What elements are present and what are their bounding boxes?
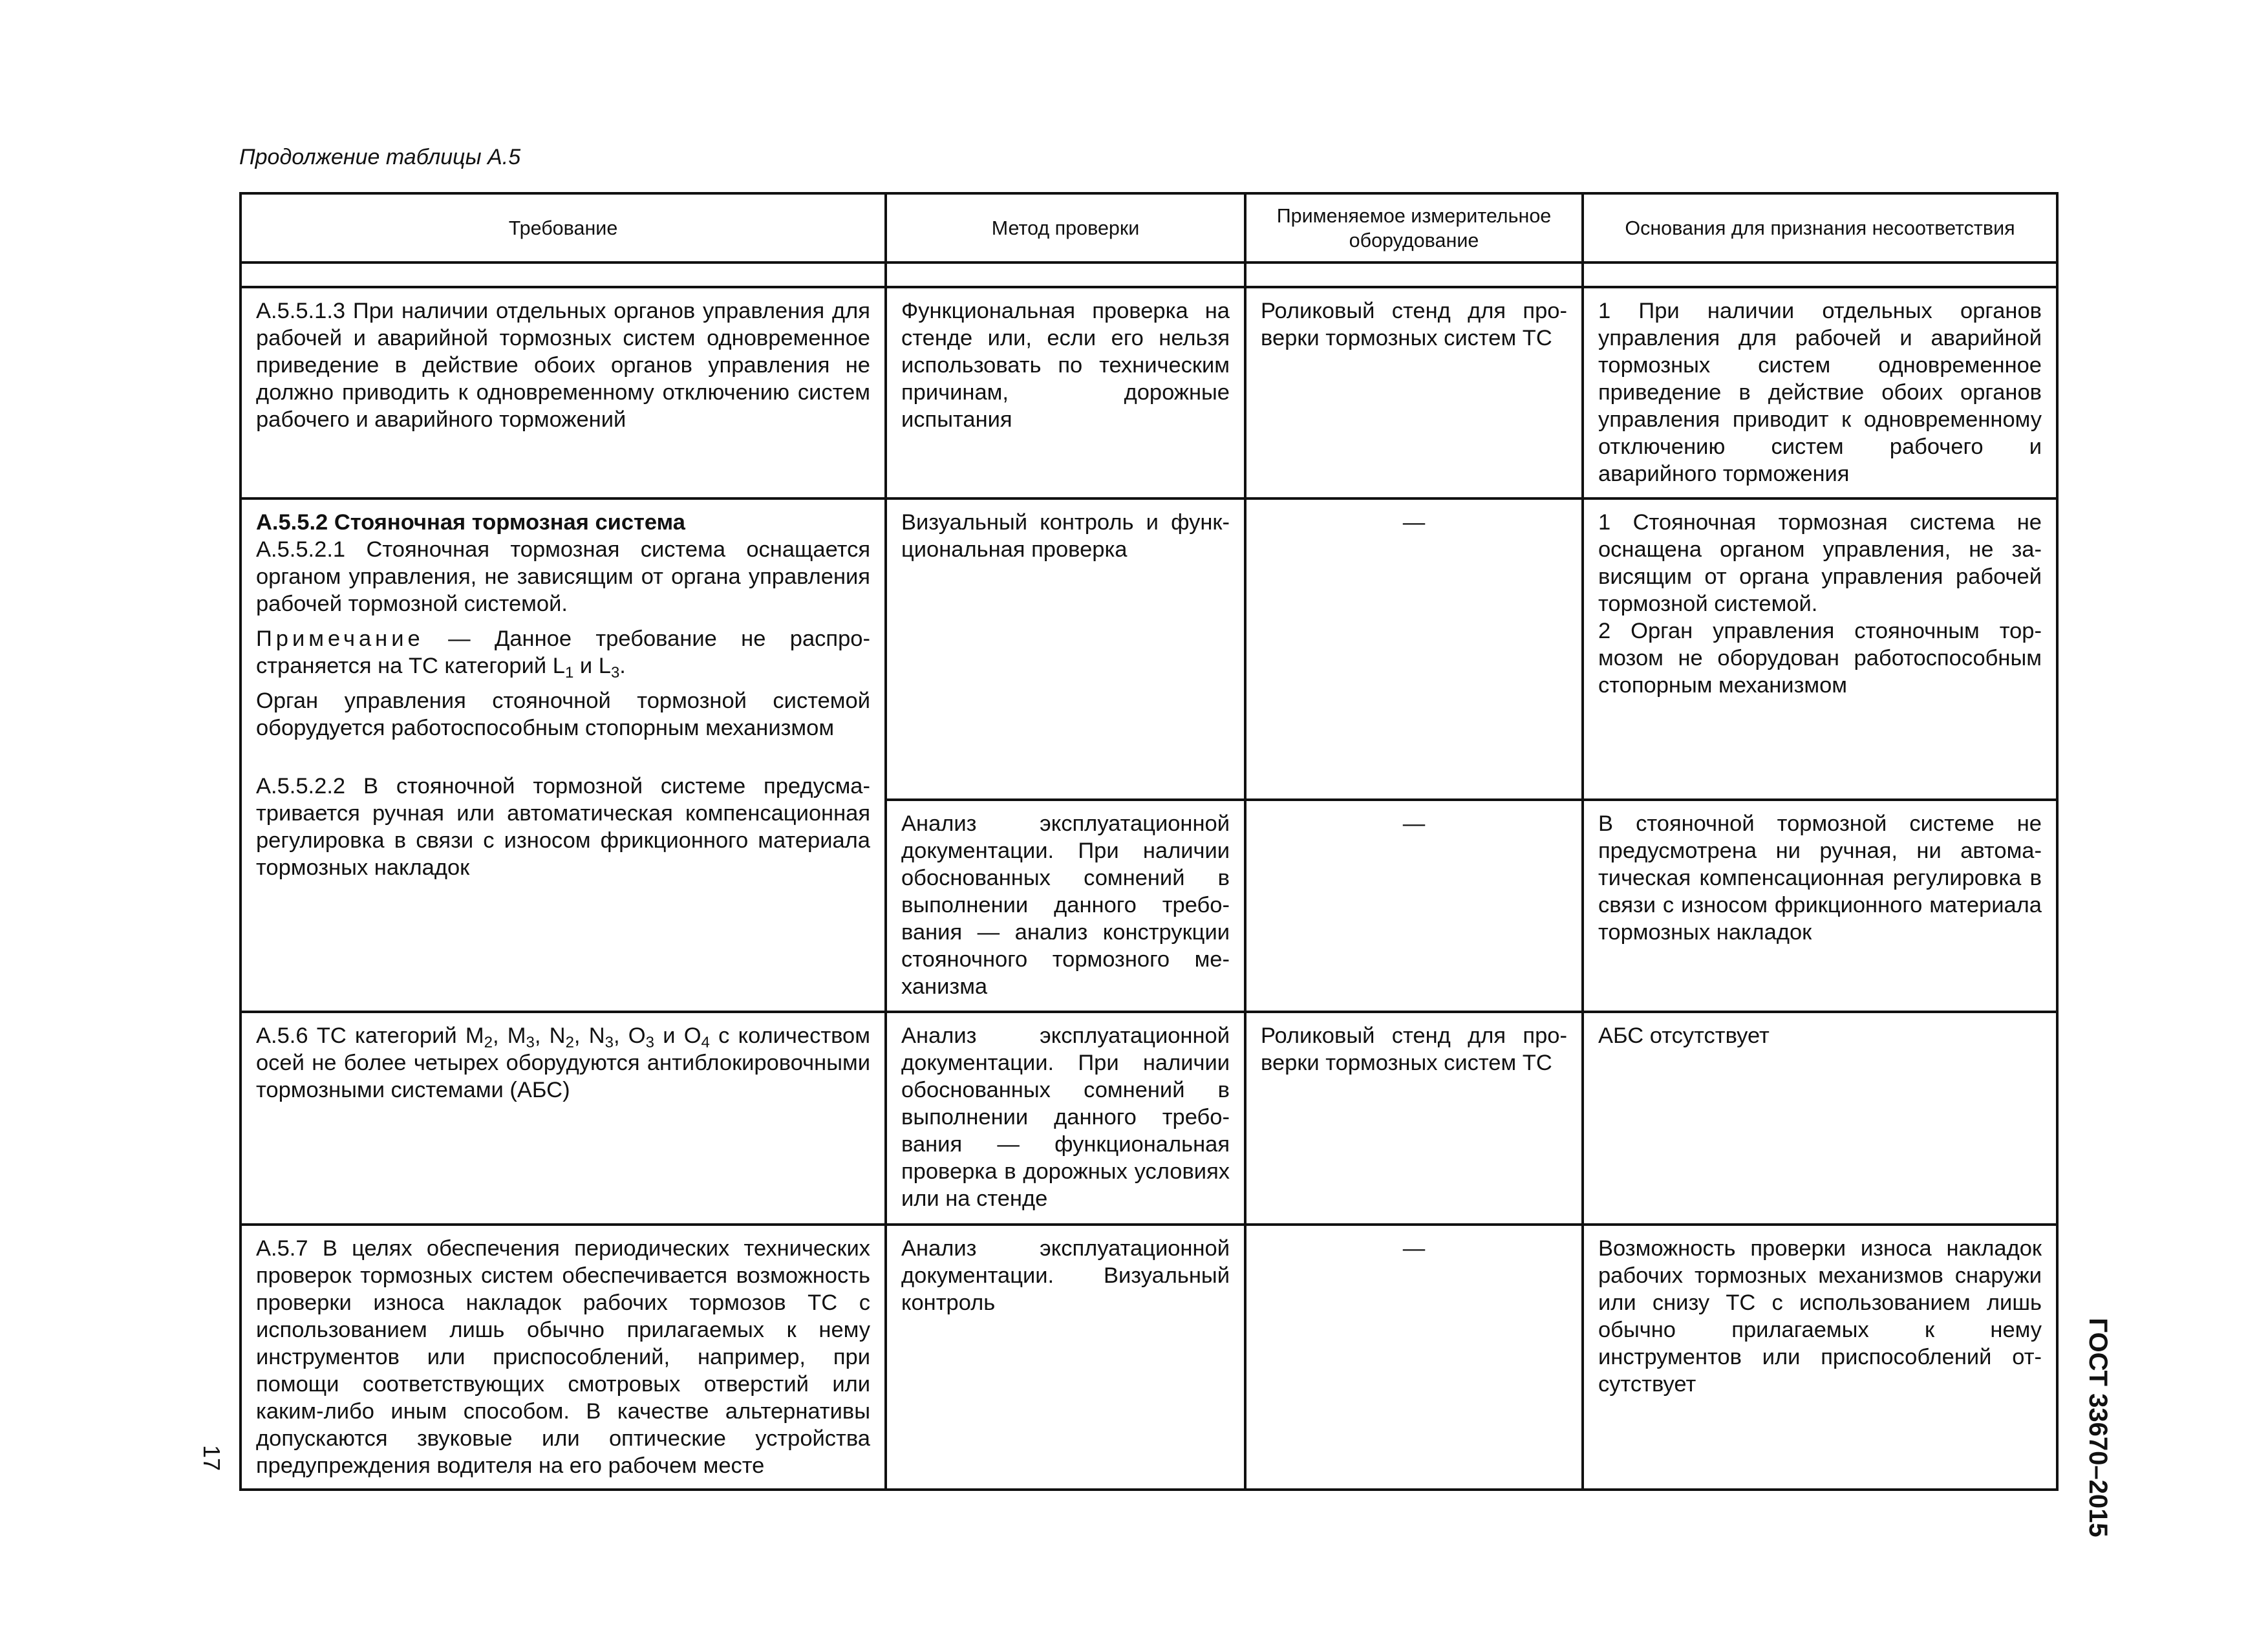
- nonconformity-cell: В стояночной тормозной системе не предусмотрена ни ручная, ни автоматическая компенсационная регулировка в связи с износом фрикционного материала тормозных накладок: [1583, 800, 2057, 1012]
- table-row: [241, 287, 2057, 498]
- method-cell: Функциональная проверка на стенде или, если его нельзя использовать по техническим причинам, дорожные испытания: [886, 287, 1245, 498]
- table-row: [241, 498, 2057, 800]
- header-method: Метод проверки: [886, 193, 1245, 262]
- page-number: 17: [198, 1444, 225, 1472]
- equipment-cell: —: [1245, 800, 1583, 1012]
- requirement-cell: [241, 498, 886, 1012]
- table-caption: Продолжение таблицы А.5: [239, 145, 521, 169]
- nonconformity-cell: АБС отсутствует: [1583, 1012, 2057, 1225]
- requirements-table: [239, 192, 2059, 1491]
- requirement-text: Орган управления стояночной тормозной системой оборудуется работоспособным стопорным механизмом: [256, 689, 870, 740]
- requirement-cell: А.5.5.1.3 При наличии отдельных органов управления для рабочей и аварийной тормозных систем одновременное приведение в действие обоих органов управления не должно приводить к одновременному отключению систем рабочего и аварийного торможений: [241, 287, 886, 498]
- header-equipment: Применяемое измерительное оборудование: [1245, 193, 1583, 262]
- requirement-text: А.5.5.2.2 В стояночной тормозной системе предусматривается ручная или автоматическая компенсационная регулировка в связи с износом фрикционного материала тормозных накладок: [256, 774, 870, 880]
- method-cell: Анализ эксплуатационной документации. Визуальный контроль: [886, 1225, 1245, 1490]
- equipment-cell: Роликовый стенд для проверки тормозных систем ТС: [1245, 287, 1583, 498]
- separator-cell: [1583, 262, 2057, 287]
- note-label: Примечание: [256, 627, 424, 651]
- table-row: [241, 1012, 2057, 1225]
- equipment-cell: —: [1245, 498, 1583, 800]
- requirement-text: А.5.5.2.1 Стояночная тормозная система оснащается органом управления, не зависящим от органа управления рабочей тормозной системой.: [256, 537, 870, 616]
- header-separator: [241, 262, 2057, 287]
- separator-cell: [886, 262, 1245, 287]
- nonconformity-cell: Возможность проверки износа накладок рабочих тормозных механизмов снаружи или снизу ТС с использованием лишь обычно прилагаемых к нему инструментов или приспособлений отсутствует: [1583, 1225, 2057, 1490]
- header-nonconformity: Основания для признания несоответствия: [1583, 193, 2057, 262]
- separator-cell: [1245, 262, 1583, 287]
- nonconformity-cell: 1 При наличии отдельных органов управления для рабочей и аварийной тормозных систем одновременное приведение в действие обоих органов управления приводит к одновременному отключению систем рабочего и аварийного торможения: [1583, 287, 2057, 498]
- nonconformity-item: 2 Орган управления стояночным тормозом не оборудован работоспособным стопорным механизмом: [1598, 619, 2042, 698]
- requirement-cell: А.5.6 ТС категорий $М_2$, $М_3$, $N_2$, $N_3$, $О_3$ и $О_4$ с количеством осей не более четырех оборудуются антиблокировочными тормозными системами (АБС): [241, 1012, 886, 1225]
- equipment-cell: Роликовый стенд для проверки тормозных систем ТС: [1245, 1012, 1583, 1225]
- note-text: Примечание — Данное требование не распространяется на ТС категорий $L_1$ и $L_3$.: [256, 627, 870, 681]
- method-cell: Анализ эксплуатационной документации. При наличии обоснованных сомнений в выполнении данного требования — функциональная проверка в дорожных условиях или на стенде: [886, 1012, 1245, 1225]
- section-heading: А.5.5.2 Стояночная тормозная система: [256, 510, 685, 535]
- method-cell: Визуальный контроль и функциональная проверка: [886, 498, 1245, 800]
- document-code: ГОСТ 33670–2015: [2084, 1318, 2112, 1537]
- method-cell: Анализ эксплуатационной документации. При наличии обоснованных сомнений в выполнении данного требования — анализ конструкции стояночного тормозного механизма: [886, 800, 1245, 1012]
- header-requirement: Требование: [241, 193, 886, 262]
- separator-cell: [241, 262, 886, 287]
- requirement-cell: А.5.7 В целях обеспечения периодических технических проверок тормозных систем обеспечивается возможность проверки износа накладок рабочих тормозов ТС с использованием лишь обычно прилагаемых к нему инструментов или приспособлений, например, при помощи соответствующих смотровых отверстий или каким-либо иным способом. В качестве альтернативы допускаются звуковые или оптические устройства предупреждения водителя на его рабочем месте: [241, 1225, 886, 1490]
- table-row: [241, 1225, 2057, 1490]
- table-header-row: [241, 193, 2057, 262]
- nonconformity-item: 1 Стояночная тормозная система не оснащена органом управления, не зависящим от органа управления рабочей тормозной системой.: [1598, 510, 2042, 616]
- equipment-cell: —: [1245, 1225, 1583, 1490]
- nonconformity-cell: [1583, 498, 2057, 800]
